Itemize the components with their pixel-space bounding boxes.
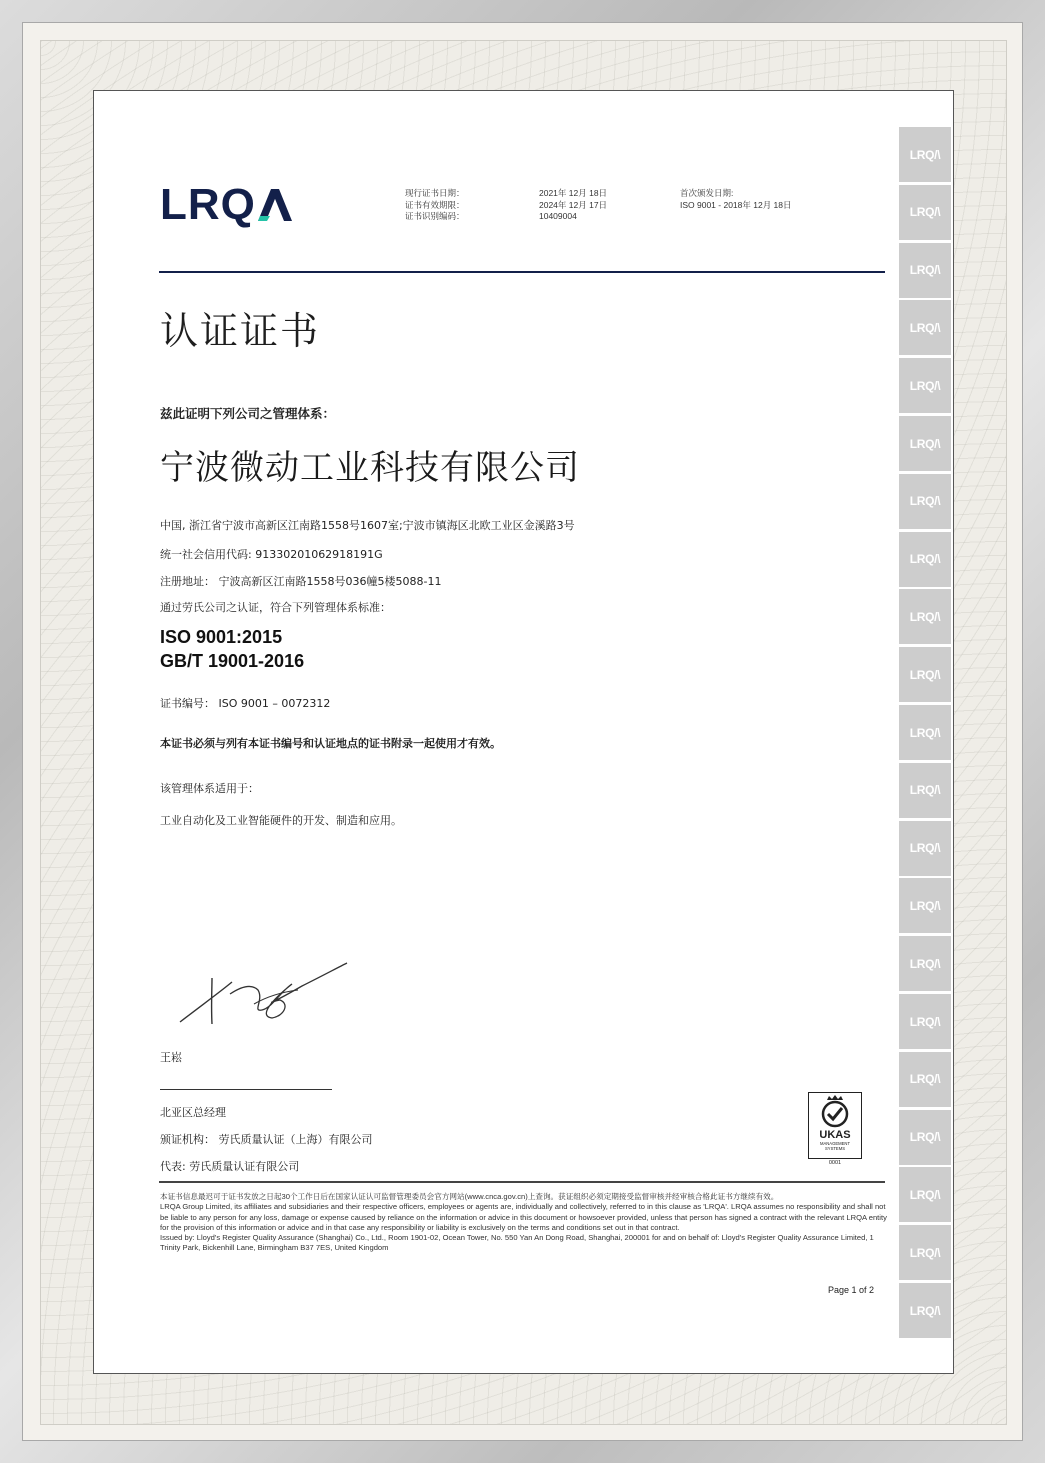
issuing-body: 颁证机构： 劳氏质量认证（上海）有限公司 [160,1133,373,1146]
conformity-text: 通过劳氏公司之认证，符合下列管理体系标准： [160,601,391,614]
footer-divider [159,1181,885,1183]
side-tab-logo: LRQ/\ [899,936,951,991]
side-tab-logo: LRQ/\ [899,1052,951,1107]
intro-text: 兹此证明下列公司之管理体系： [160,406,336,421]
lrqa-logo [160,180,292,229]
side-tab-strip [899,127,951,1338]
meta-value-current-date: 2021年 12月 18日 [539,188,608,198]
scope-label: 该管理体系适用于： [160,782,259,795]
certificate-title: 认证证书 [160,309,321,353]
ukas-number: 0001 [828,1160,842,1164]
side-tab-logo: LRQ/\ [899,474,951,529]
meta-label-first-issue: 首次颁发日期: [680,188,734,198]
meta-value-expiry: 2024年 12月 17日 [539,199,608,210]
meta-label-current-date: 现行证书日期： [405,188,465,198]
meta-value-first-issue: ISO 9001 - 2018年 12月 18日 [680,199,792,210]
validity-note: 本证书必须与列有本证书编号和认证地点的证书附录一起使用才有效。 [160,737,501,750]
registered-address: 注册地址： 宁波高新区江南路1558号036幢5楼5088-11 [160,575,442,588]
side-tab-logo: LRQ/\ [899,647,951,702]
side-tab-logo: LRQ/\ [899,416,951,471]
signatory-title: 北亚区总经理 [160,1106,226,1119]
logo-text: LRQ [160,180,256,229]
side-tab-logo: LRQ/\ [899,1167,951,1222]
certificate-number: 证书编号： ISO 9001 – 0072312 [160,697,331,710]
side-tab-logo: LRQ/\ [899,1225,951,1280]
company-name: 宁波微动工业科技有限公司 [160,448,580,488]
side-tab-logo: LRQ/\ [899,821,951,876]
signatory-name: 王崧 [160,1051,182,1064]
side-tab-logo: LRQ/\ [899,994,951,1049]
side-tab-logo: LRQ/\ [899,589,951,644]
side-tab-logo: LRQ/\ [899,878,951,933]
meta-value-id: 10409004 [539,211,577,221]
credit-code: 统一社会信用代码: 91330201062918191G [160,548,383,561]
svg-text:SYSTEMS: SYSTEMS [824,1146,846,1151]
side-tab-logo: LRQ/\ [899,1110,951,1165]
company-address: 中国, 浙江省宁波市高新区江南路1558号1607室;宁波市镇海区北欧工业区金溪路3号 [160,519,575,532]
footer-disclaimer [160,1192,888,1254]
meta-first-issue [680,188,792,211]
logo-a-mark-icon [258,183,292,223]
ukas-name: UKAS [819,1129,851,1141]
svg-text:MANAGEMENT: MANAGEMENT [819,1141,851,1146]
side-tab-logo: LRQ/\ [899,243,951,298]
footer-liability: LRQA Group Limited, its affiliates and subsidiaries and their respective officers, employees or agents are, individually and collectively, referred to in this clause as 'LRQA'. LRQA assumes no responsibility and shall not be liable to any person for any loss, damage or expense caused by reliance on the information or advice in this document or howsoever provided, unless that person has signed a contract with the relevant LRQA entity for the provision of this information or advice and in that case any responsibility or liability is exclusively on the terms and conditions set out in that contract. [160,1202,887,1232]
meta-label-id: 证书识别编码： [405,211,465,221]
signature-line [160,1089,332,1090]
side-tab-logo: LRQ/\ [899,358,951,413]
footer-cnca-note: 本证书信息最迟可于证书发放之日起30个工作日后在国家认证认可监督管理委员会官方网站(www.cnca.gov.cn)上查询。获证组织必须定期接受监督审核并经审核合格此证书方继续有效。 [160,1192,779,1201]
meta-values [539,188,607,223]
header-divider [159,271,885,273]
side-tab-logo: LRQ/\ [899,1283,951,1338]
scope-text: 工业自动化及工业智能硬件的开发、制造和应用。 [160,814,402,827]
side-tab-logo: LRQ/\ [899,300,951,355]
ukas-accreditation-mark [808,1092,862,1164]
side-tab-logo: LRQ/\ [899,705,951,760]
page-number: Page 1 of 2 [827,1285,874,1295]
footer-issued-by: Issued by: Lloyd's Register Quality Assurance (Shanghai) Co., Ltd., Room 1901-02, Ocean Tower, No. 550 Yan An Dong Road, Shanghai, 200001 for and on behalf of: Lloyd's Register Quality Assurance Limited, 1 Trinity Park, Bickenhill Lane, Birmingham B37 7ES, United Kingdom [160,1233,874,1253]
standard-gbt: GB/T 19001-2016 [160,651,305,671]
side-tab-logo: LRQ/\ [899,127,951,182]
standard-iso: ISO 9001:2015 [160,627,283,647]
side-tab-logo: LRQ/\ [899,532,951,587]
meta-label-expiry: 证书有效期限： [405,199,465,210]
representative: 代表: 劳氏质量认证有限公司 [160,1160,300,1173]
handwritten-signature [172,960,352,1030]
side-tab-logo: LRQ/\ [899,185,951,240]
meta-labels [405,188,465,223]
side-tab-logo: LRQ/\ [899,763,951,818]
